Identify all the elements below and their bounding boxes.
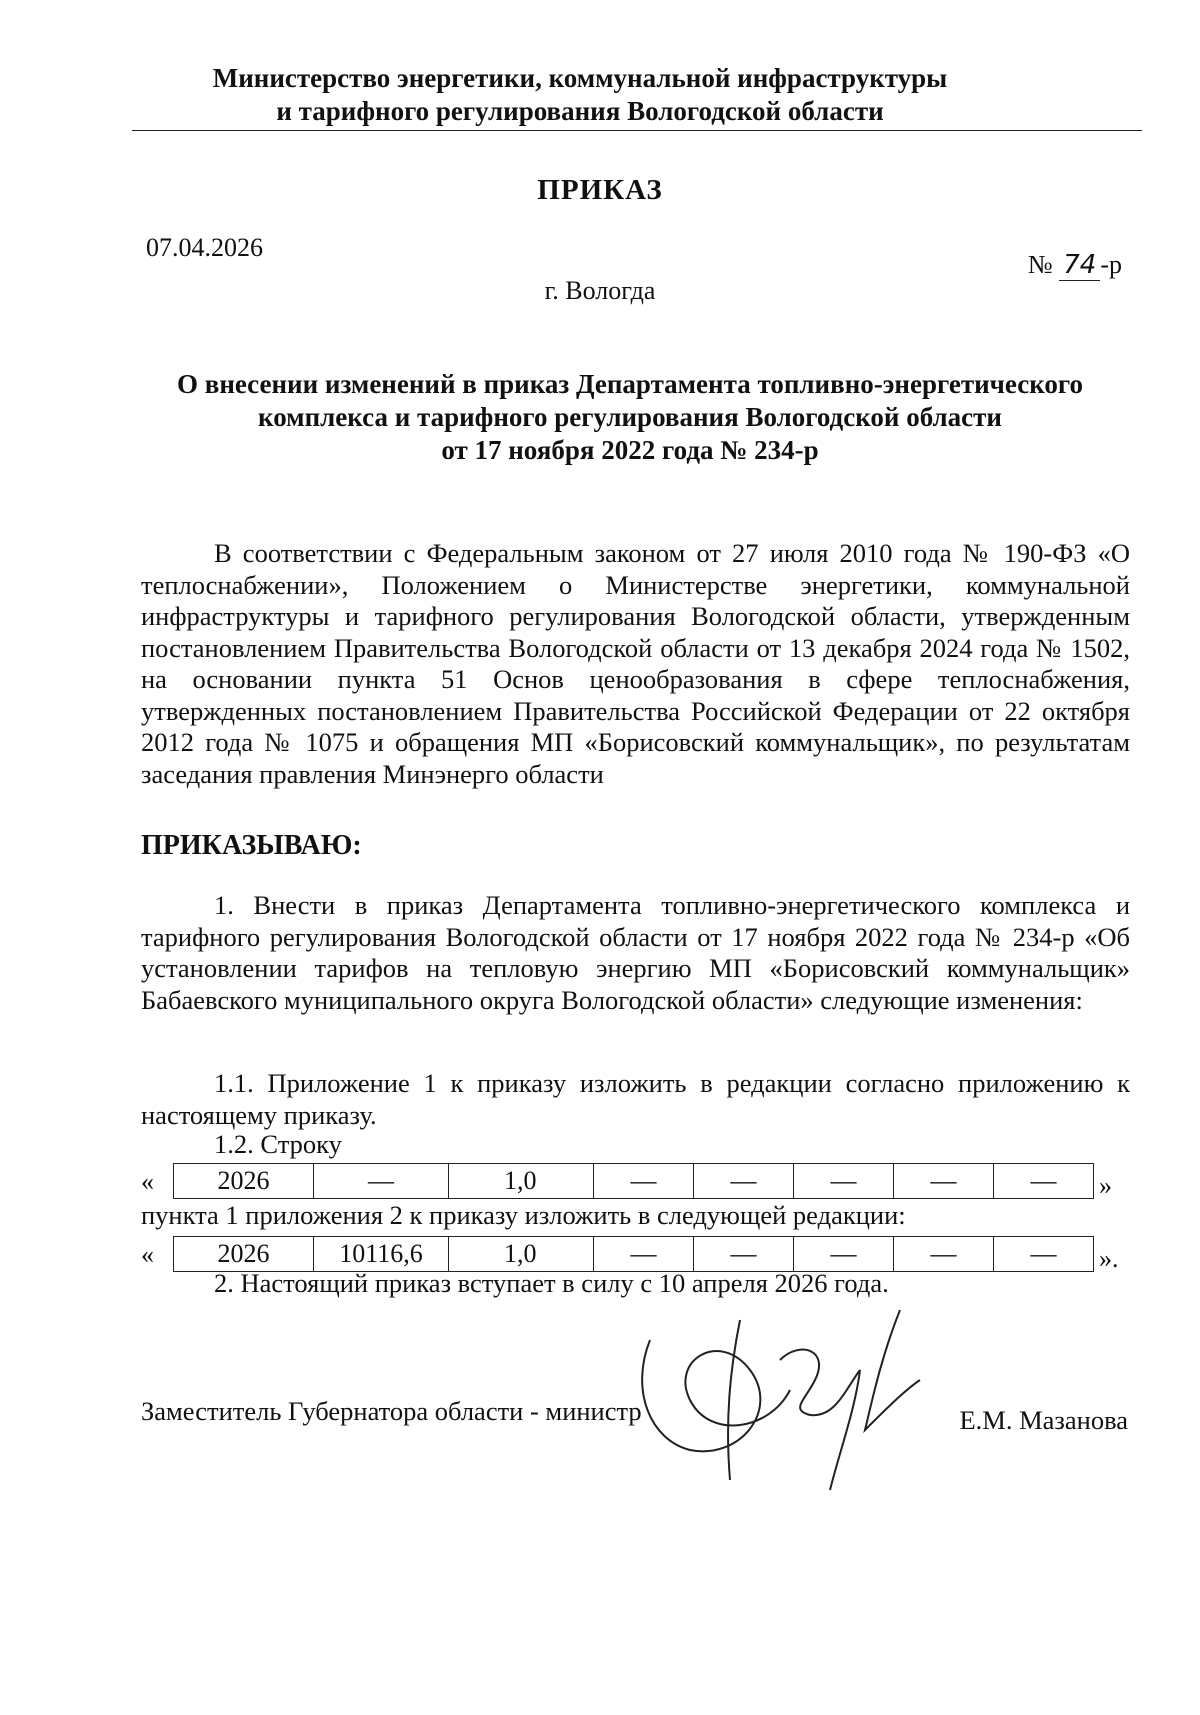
between-rows-text: пункта 1 приложения 2 к приказу изложить в следующей редакции: [141, 1200, 906, 1230]
document-title: ПРИКАЗ [537, 174, 663, 206]
close-quote: ». [1099, 1244, 1119, 1273]
handwritten-signature [630, 1300, 960, 1500]
table-cell: — [594, 1237, 694, 1272]
subject-line-1: О внесении изменений в приказ Департамента топливно-энергетического [176, 369, 1083, 399]
table-cell: — [794, 1164, 894, 1199]
table-row [174, 1164, 1094, 1199]
table-row [174, 1237, 1094, 1272]
document-subject [150, 368, 1110, 467]
table-cell-tariff: — [314, 1164, 449, 1199]
table-cell: — [994, 1164, 1094, 1199]
table-cell: — [694, 1164, 794, 1199]
header-rule [132, 130, 1142, 131]
document-date: 07.04.2026 [146, 233, 263, 262]
table-cell-tariff: 10116,6 [314, 1237, 449, 1272]
document-city: г. Вологда [544, 276, 656, 305]
number-value: 74 [1059, 250, 1100, 281]
table-cell: — [894, 1237, 994, 1272]
new-tariff-table [173, 1236, 1094, 1272]
ministry-line-1: Министерство энергетики, коммунальной инфраструктуры [212, 63, 948, 93]
table-cell: — [694, 1237, 794, 1272]
old-tariff-table [173, 1163, 1094, 1199]
order-word: ПРИКАЗЫВАЮ: [141, 830, 362, 861]
table-cell-coef: 1,0 [449, 1237, 594, 1272]
item-1-1-paragraph: 1.1. Приложение 1 к приказу изложить в редакции согласно приложению к настоящему приказу. [141, 1068, 1130, 1130]
subject-line-2: комплекса и тарифного регулирования Вологодской области [258, 402, 1002, 432]
table-cell: — [994, 1237, 1094, 1272]
open-quote: « [141, 1240, 154, 1269]
number-suffix: -р [1100, 250, 1122, 279]
ministry-line-2: и тарифного регулирования Вологодской области [276, 96, 884, 126]
ministry-name [130, 62, 1030, 128]
table-cell-coef: 1,0 [449, 1164, 594, 1199]
table-cell-year: 2026 [174, 1164, 314, 1199]
number-prefix: № [1027, 250, 1053, 279]
close-quote: » [1099, 1171, 1112, 1200]
intro-paragraph: В соответствии с Федеральным законом от 27 июля 2010 года № 190-ФЗ «О теплоснабжении», Положением о Министерстве энергетики, коммунальной инфраструктуры и тарифного регулирования Вологодской области, утвержденным постановлением Правительства Вологодской области от 13 декабря 2024 года № 1502, на основании пункта 51 Основ ценообразования в сфере теплоснабжения, утвержденных постановлением Правительства Российской Федерации от 22 октября 2012 года № 1075 и обращения МП «Борисовский коммунальщик», по результатам заседания правления Минэнерго области [141, 538, 1130, 789]
table-cell-year: 2026 [174, 1237, 314, 1272]
item-1-2-paragraph: 1.2. Строку [214, 1129, 342, 1159]
item-1-paragraph: 1. Внести в приказ Департамента топливно-энергетического комплекса и тарифного регулирования Вологодской области от 17 ноября 2022 года № 234-р «Об установлении тарифов на тепловую энергию МП «Борисовский коммунальщик» Бабаевского муниципального округа Вологодской области» следующие изменения: [141, 890, 1130, 1015]
table-cell: — [794, 1237, 894, 1272]
signatory-name: Е.М. Мазанова [959, 1405, 1128, 1435]
subject-line-3: от 17 ноября 2022 года № 234-р [441, 435, 819, 465]
open-quote: « [141, 1167, 154, 1196]
item-2-paragraph: 2. Настоящий приказ вступает в силу с 10 апреля 2026 года. [214, 1268, 889, 1298]
signatory-position: Заместитель Губернатора области - министр [141, 1396, 642, 1426]
table-cell: — [894, 1164, 994, 1199]
table-cell: — [594, 1164, 694, 1199]
